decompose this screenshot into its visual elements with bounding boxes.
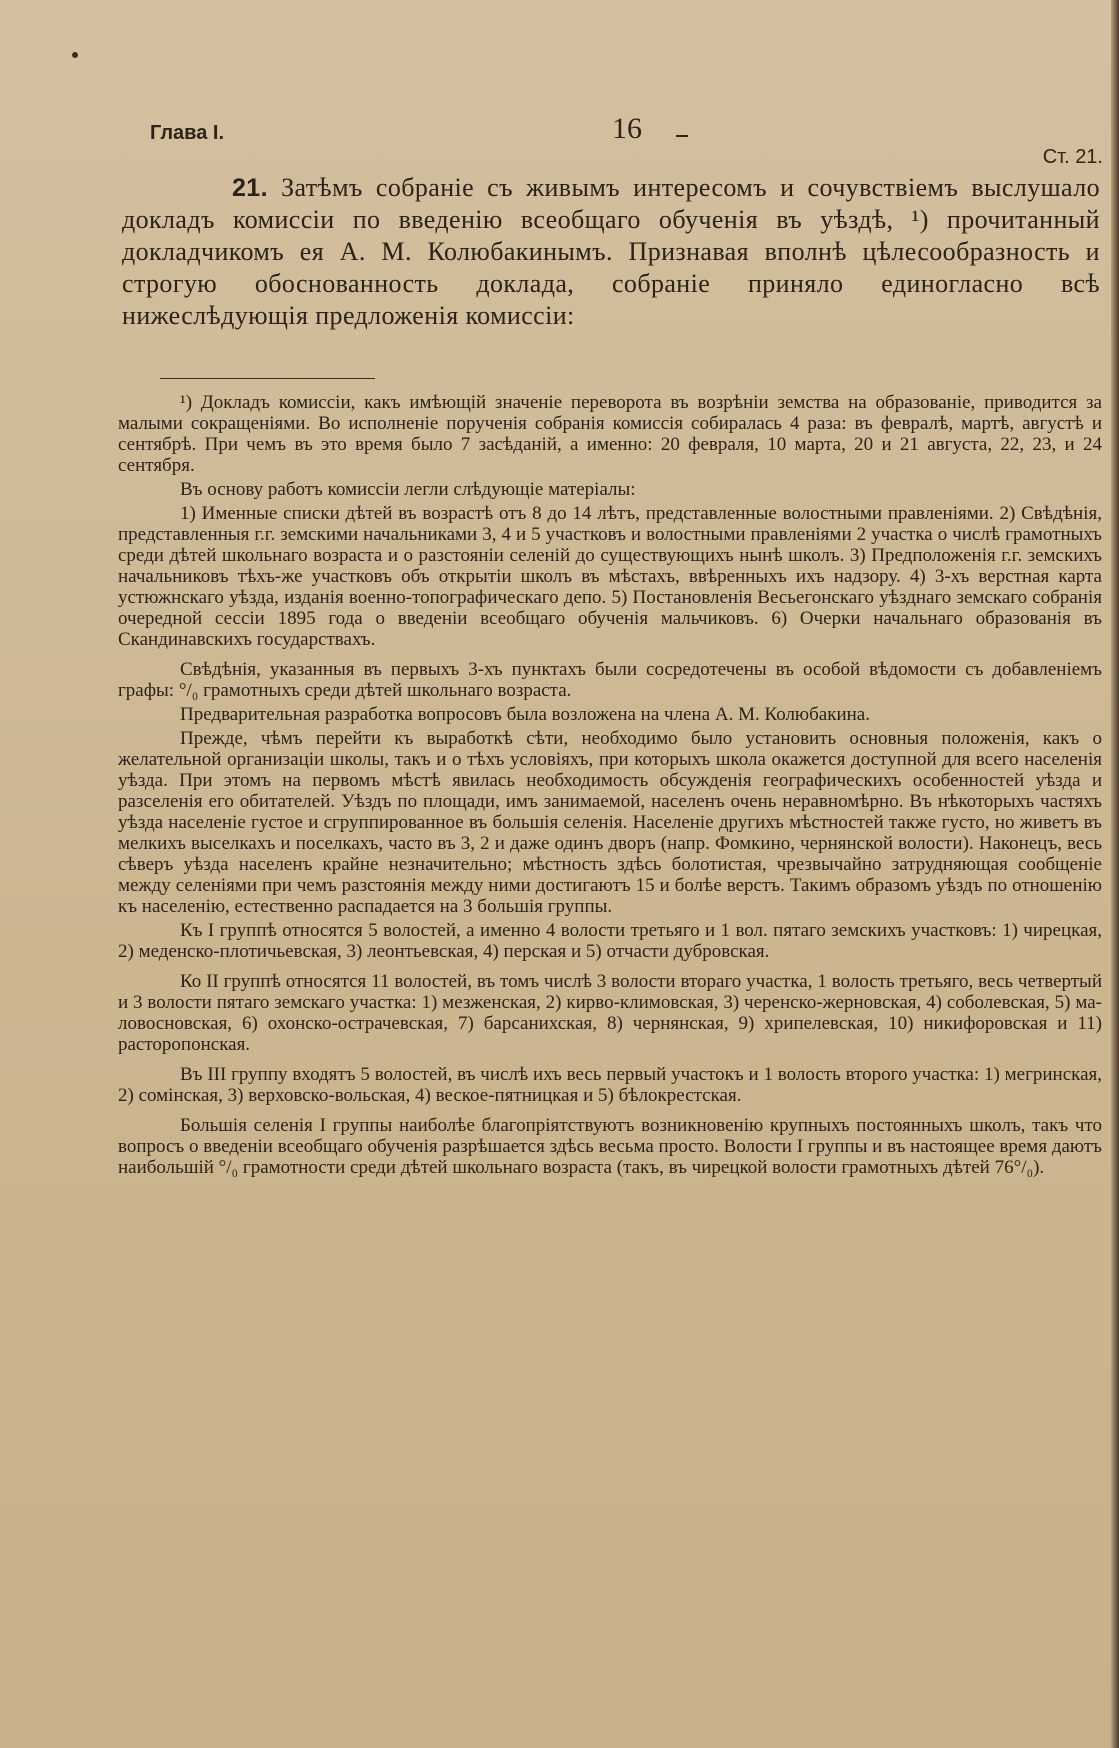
footnote-paragraph: Прежде, чѣмъ перейти къ выработкѣ сѣти, необходимо было установить основныя положенія, какъ о желательной организаціи школы, такъ и о тѣхъ условіяхъ, при которыхъ школа окажется доступной для всего населенія уѣзда. При этомъ на первомъ мѣстѣ явилась необходимость обсужденія географическихъ особенностей уѣзда и разселенія его обитателей. Уѣздъ по площади, имъ занимаемой, населенъ очень неравномѣрно. Въ нѣкоторыхъ частяхъ уѣзда населеніе густое и сгруппированное въ большія селенія. Населеніе другихъ мѣстностей также густо, но живетъ въ мелкихъ выселкахъ и поселкахъ, часто въ 3, 2 и даже одинъ дворъ (напр. Фомкино, чернянской волости). Наконецъ, весь сѣверъ уѣзда населенъ крайне незначительно; мѣстность здѣсь болотистая, чрезвычайно затрудняющая сообщеніе между селеніями при чемъ разстоянія между ними достигаютъ 15 и болѣе верстъ. Такимъ образомъ уѣздъ по отношенію къ населенію, естественно распадается на 3 большія группы. — [118, 728, 1102, 917]
page-number-dash — [676, 135, 688, 137]
footnote-block — [118, 392, 1102, 1181]
footnote-paragraph: 1) Именные списки дѣтей въ возрастѣ отъ 8 до 14 лѣтъ, представленные волостными правленіями. 2) Свѣдѣнія, представленныя г.г. земскими начальниками 3, 4 и 5 участковъ и волостными правленіями 2 участка о числѣ грамотныхъ среди дѣтей школьнаго возраста и о разстояніи селеній до существующихъ нынѣ школъ. 3) Предположенія г.г. земскихъ начальниковъ тѣхъ-же участковъ объ открытіи школъ въ мѣстахъ, ввѣренныхъ ихъ надзору. 4) 3-хъ верстная карта устюжнскаго уѣзда, изданія военно-топографическаго депо. 5) Постановленія Весьегонскаго уѣзднаго земскаго собранія очередной сессіи 1895 года о введеніи всеобщаго обученія мальчиковъ. 6) Очерки начальнаго образованія въ Скандинавскихъ государствахъ. — [118, 503, 1102, 650]
footnote-paragraph: Предварительная разработка вопросовъ была возложена на члена А. М. Колюбакина. — [180, 704, 870, 725]
footnote-paragraph: Большія селенія I группы наиболѣе благопріятствуютъ возникновенію крупныхъ постоянныхъ школъ, такъ что вопросъ о введеніи всеобщаго обученія разрѣшается здѣсь весьма просто. Волости I группы и въ настоящее время даютъ наибольшій °/₀ грамотности среди дѣтей школьнаго возраста (такъ, въ чирецкой волости грамотныхъ дѣтей 76°/₀). — [118, 1115, 1102, 1178]
article-number: 21. — [232, 174, 268, 202]
main-paragraph-text — [122, 172, 1100, 332]
footnote-paragraph: Къ I группѣ относятся 5 волостей, а именно 4 волости третьяго и 1 вол. пятаго земскихъ участковъ: 1) чирецкая, 2) меденско-плотичьевская, 3) леонтьевская, 4) перская и 5) отчасти дубровская. — [118, 920, 1102, 962]
article-label: Ст. 21. — [1042, 146, 1103, 168]
main-text: Затѣмъ собраніе съ живымъ интересомъ и сочувствіемъ выслушало докладъ комиссіи по введенію всеобщаго обученія въ уѣздѣ, ¹) прочитанный докладчикомъ ея А. М. Колюбакинымъ. Признавая вполнѣ цѣлесообразность и строгую обоснованность доклада, собраніе приняло единогласно всѣ нижеслѣдующія предложенія комиссіи: — [122, 173, 1100, 330]
footnote-paragraph: Свѣдѣнія, указанныя въ первыхъ 3-хъ пунктахъ были сосредотечены въ особой вѣдомости съ добавленіемъ графы: °/₀ грамотныхъ среди дѣтей школьнаго возраста. — [118, 659, 1102, 701]
footnote-paragraph: Ко II группѣ относятся 11 волостей, въ томъ числѣ 3 волости втораго участка, 1 волость третьяго, весь четвертый и 3 волости пятаго земскаго участка: 1) мезженская, 2) кирво-климовская, 3) черенско-жерновская, 4) соболевская, 5) ма- ловосновская, 6) охонско-острачевская, 7) барсанихская, 8) чернянская, 9) хрипелевская, 10) никифоровская и 11) расторопонская. — [118, 971, 1102, 1055]
footnote-paragraph: ¹) Докладъ комиссіи, какъ имѣющій значеніе переворота въ возрѣніи земства на образованіе, приводится за малыми сокращеніями. Во исполненіе порученія собранія комиссія собиралась 4 раза: въ февралѣ, мартѣ, августѣ и сентябрѣ. При чемъ въ это время было 7 засѣданій, а именно: 20 февраля, 10 марта, 20 и 21 августа, 22, 23, и 24 сентября. — [118, 392, 1102, 476]
page-edge — [1111, 0, 1119, 1748]
footnote-paragraph: Въ основу работъ комиссіи легли слѣдующіе матеріалы: — [180, 479, 636, 500]
ink-dot — [72, 52, 78, 58]
footnote-divider — [160, 378, 375, 379]
footnote-paragraph: Въ III группу входятъ 5 волостей, въ числѣ ихъ весь первый участокъ и 1 волость второго участка: 1) мегринская, 2) сомінская, 3) верховско-вольская, 4) веское-пятницкая и 5) бѣлокрестская. — [118, 1064, 1102, 1106]
main-paragraph — [122, 172, 1100, 332]
page-number: 16 — [612, 112, 642, 145]
chapter-label: Глава I. — [150, 122, 224, 144]
